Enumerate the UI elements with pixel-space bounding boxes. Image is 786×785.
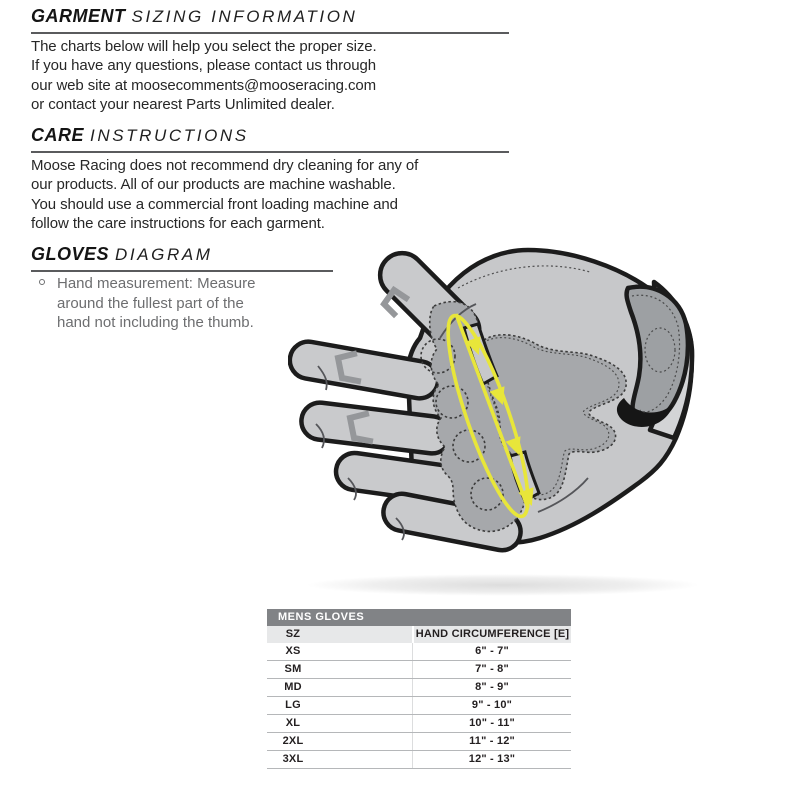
size-cell: XS (285, 645, 301, 657)
value-cell: 8" - 9" (412, 679, 571, 696)
value-cell: 11" - 12" (412, 733, 571, 750)
hand-measurement-bullet (39, 274, 289, 333)
table-row (267, 733, 571, 751)
paragraph-line: Moose Racing does not recommend dry cleaning for any of (31, 157, 419, 174)
heading-rest: SIZING INFORMATION (131, 7, 358, 26)
care-instructions-paragraph (31, 156, 418, 233)
heading-rest: INSTRUCTIONS (90, 126, 249, 145)
mens-gloves-size-table (267, 609, 571, 769)
size-cell: 2XL (282, 735, 304, 747)
table-row (267, 679, 571, 697)
glove-shadow (307, 574, 699, 596)
size-cell: MD (284, 681, 302, 693)
value-cell: 7" - 8" (412, 661, 571, 678)
size-cell: XL (285, 717, 301, 729)
bullet-circle-icon (39, 279, 45, 285)
section-heading (31, 125, 509, 147)
value-cell: 6" - 7" (412, 643, 571, 660)
paragraph-line: or contact your nearest Parts Unlimited dealer. (31, 95, 335, 113)
heading-underline (31, 32, 509, 34)
table-header-row (267, 626, 571, 643)
heading-bold-word: CARE (31, 125, 85, 145)
column-header-circumference: HAND CIRCUMFERENCE [E] (412, 626, 571, 643)
section-garment-sizing (31, 6, 509, 34)
paragraph-line: You should use a commercial front loading machine and (31, 195, 398, 213)
table-row (267, 697, 571, 715)
table-row (267, 643, 571, 661)
table-title: MENS GLOVES (267, 609, 571, 626)
value-cell: 10" - 11" (412, 715, 571, 732)
paragraph-line: our web site at moosecomments@mooseracing.com (31, 76, 377, 94)
heading-bold-word: GLOVES (31, 244, 110, 264)
bullet-line: Hand measurement: Measure (57, 275, 256, 292)
paragraph-line: The charts below will help you select the proper size. (31, 38, 377, 55)
size-cell: LG (285, 699, 301, 711)
table-row (267, 751, 571, 769)
size-cell: 3XL (282, 753, 304, 765)
paragraph-line: follow the care instructions for each garment. (31, 214, 325, 232)
section-heading (31, 6, 509, 28)
table-row (267, 661, 571, 679)
bullet-line: around the fullest part of the (57, 294, 244, 312)
paragraph-line: If you have any questions, please contact us through (31, 57, 377, 75)
section-care-instructions (31, 125, 509, 153)
heading-bold-word: GARMENT (31, 6, 126, 26)
value-cell: 12" - 13" (412, 751, 571, 768)
paragraph-line: our products. All of our products are machine washable. (31, 176, 396, 194)
table-row (267, 715, 571, 733)
value-cell: 9" - 10" (412, 697, 571, 714)
heading-rest: DIAGRAM (115, 245, 213, 264)
garment-sizing-paragraph (31, 37, 377, 114)
bullet-text (57, 274, 255, 333)
size-cell: SM (284, 663, 302, 675)
glove-palm-illustration (288, 242, 708, 602)
bullet-line: hand not including the thumb. (57, 314, 254, 331)
column-header-size: SZ (285, 628, 301, 640)
heading-underline (31, 151, 509, 153)
